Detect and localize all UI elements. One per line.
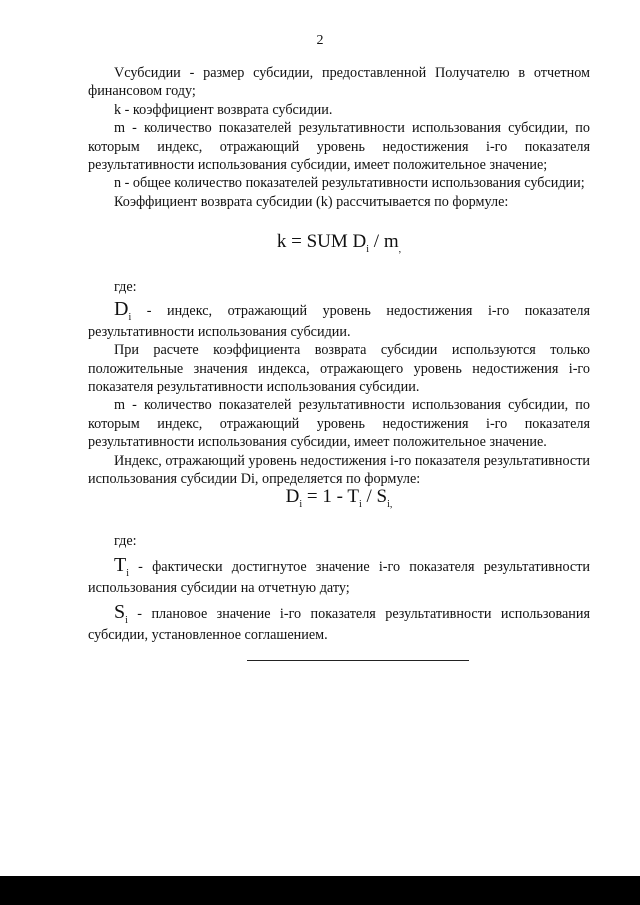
paragraph-vsubsidy: Vсубсидии - размер субсидии, предоставленной Получателю в отчетном финансовом году; — [88, 65, 590, 100]
text-block-1 — [88, 64, 590, 211]
formula-k-block — [88, 233, 590, 254]
formula-di-subscript-3: i — [387, 499, 390, 510]
paragraph-ti-text: - фактически достигнутое значение i-го показателя результативности использования субсидии на отчетную дату; — [88, 559, 590, 596]
paragraph-di-text: - индекс, отражающий уровень недостижения i-го показателя результативности использования субсидии. — [88, 303, 590, 340]
formula-k-comma: , — [398, 244, 402, 255]
formula-di-subscript-1: i — [299, 499, 303, 510]
formula-di-part-c: / S — [361, 486, 388, 507]
paragraph-ti — [88, 556, 590, 597]
paragraph-positive-values: При расчете коэффициента возврата субсидии используются только положительные значения индекса, отражающего уровень недостижения i-го показателя результативности использования субсидии. — [88, 342, 590, 396]
symbol-t: T — [114, 554, 127, 577]
formula-k-subscript: i — [366, 244, 370, 255]
formula-di-subscript-2: i — [358, 499, 362, 510]
text-block-2 — [88, 278, 590, 488]
paragraph-m-2: m - количество показателей результативности использования субсидии, по которым индекс, отражающий уровень недостижения i-го показателя результативности использования субсидии, имеет положительное значение. — [88, 397, 590, 451]
where-label-1: где: — [114, 279, 137, 295]
paragraph-k-formula-intro: Коэффициент возврата субсидии (k) рассчитывается по формуле: — [114, 193, 509, 210]
page-number: 2 — [316, 33, 324, 48]
symbol-d: D — [114, 298, 129, 321]
symbol-s: S — [114, 601, 126, 624]
paragraph-si — [88, 603, 590, 644]
paragraph-si-text: - плановое значение i-го показателя результативности использования субсидии, установленное соглашением. — [88, 606, 590, 643]
closing-horizontal-rule — [247, 660, 469, 661]
paragraph-n: n - общее количество показателей результативности использования субсидии; — [114, 175, 585, 192]
formula-di-block — [88, 488, 590, 509]
formula-k-part-b: / m — [369, 231, 399, 252]
formula-di-part-a: D — [285, 486, 300, 507]
scan-bottom-edge — [0, 876, 640, 905]
paragraph-di-formula-intro: Индекс, отражающий уровень недостижения i-го показателя результативности использования субсидии Di, определяется по формуле: — [88, 452, 590, 488]
formula-di-part-b: = 1 - T — [302, 486, 359, 507]
paragraph-m: m - количество показателей результативности использования субсидии, по которым индекс, отражающий уровень недостижения i-го показателя результативности использования субсидии, имеет положительное значение; — [88, 120, 590, 174]
text-block-3 — [88, 532, 590, 644]
paragraph-di — [88, 300, 590, 341]
formula-k — [88, 233, 590, 254]
where-label-2: где: — [114, 533, 137, 549]
formula-di — [88, 488, 590, 509]
paragraph-k: k - коэффициент возврата субсидии. — [114, 101, 333, 118]
symbol-t-subscript: i — [126, 568, 129, 580]
formula-k-part-a: k = SUM D — [276, 231, 367, 252]
formula-di-comma: , — [389, 499, 393, 510]
symbol-d-subscript: i — [128, 312, 132, 324]
symbol-s-subscript: i — [125, 615, 128, 627]
